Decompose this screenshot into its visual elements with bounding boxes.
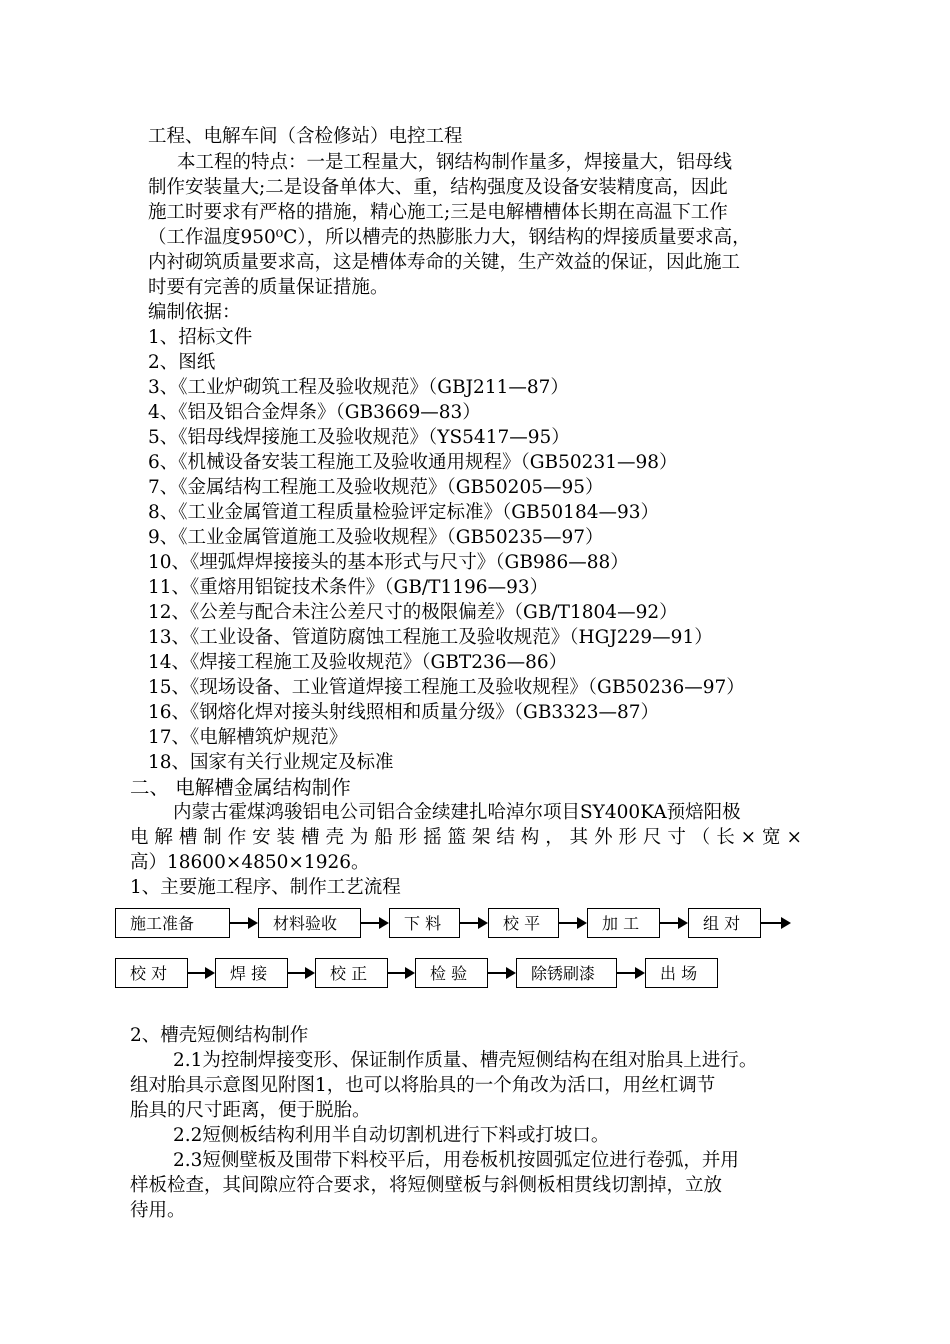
basis-item-9: 9、《工业金属管道施工及验收规程》（GB50235—97） <box>148 527 604 548</box>
para-2-3-line-2: 样板检查，其间隙应符合要求，将短侧壁板与斜侧板相贯线切割掉，立放 <box>130 1175 723 1196</box>
basis-item-4: 4、《铝及铝合金焊条》（GB3669—83） <box>148 402 481 423</box>
basis-item-17: 17、《电解槽筑炉规范》 <box>148 727 348 748</box>
flow-arrow-icon <box>288 967 315 979</box>
flow-step-1: 施工准备 <box>115 908 230 938</box>
text-line-6: 内衬砌筑质量要求高，这是槽体寿命的关键，生产效益的保证，因此施工 <box>148 252 741 273</box>
text-line-5: （工作温度950⁰C），所以槽壳的热膨胀力大，钢结构的焊接质量要求高， <box>148 227 751 248</box>
basis-item-1: 1、招标文件 <box>148 327 253 348</box>
flow-arrow-icon <box>488 967 516 979</box>
basis-item-11: 11、《重熔用铝锭技术条件》（GB/T1196—93） <box>148 577 549 598</box>
flow-step-2: 材料验收 <box>258 908 361 938</box>
flow-step-5: 加 工 <box>587 908 660 938</box>
basis-item-8: 8、《工业金属管道工程质量检验评定标准》（GB50184—93） <box>148 502 660 523</box>
basis-item-12: 12、《公差与配合未注公差尺寸的极限偏差》（GB/T1804—92） <box>148 602 678 623</box>
flow-step-12: 出 场 <box>645 958 718 988</box>
section-2-intro-3: 高）18600×4850×1926。 <box>130 852 370 873</box>
flow-step-11: 除锈刷漆 <box>516 958 617 988</box>
basis-item-18: 18、国家有关行业规定及标准 <box>148 752 394 773</box>
basis-item-5: 5、《铝母线焊接施工及验收规范》（YS5417—95） <box>148 427 570 448</box>
para-2-2: 2.2短侧板结构利用半自动切割机进行下料或打坡口。 <box>173 1125 610 1146</box>
flow-arrow-icon <box>388 967 415 979</box>
flow-arrow-icon <box>559 917 587 929</box>
basis-item-15: 15、《现场设备、工业管道焊接工程施工及验收规程》（GB50236—97） <box>148 677 745 698</box>
para-2-1-line-1: 2.1为控制焊接变形、保证制作质量、槽壳短侧结构在组对胎具上进行。 <box>173 1050 758 1071</box>
flow-arrow-icon <box>617 967 645 979</box>
basis-item-6: 6、《机械设备安装工程施工及验收通用规程》（GB50231—98） <box>148 452 678 473</box>
flow-heading: 1、主要施工程序、制作工艺流程 <box>130 877 401 898</box>
basis-item-2: 2、图纸 <box>148 352 216 373</box>
text-line-1: 工程、电解车间（含检修站）电控工程 <box>148 126 463 147</box>
para-2-1-line-3: 胎具的尺寸距离，便于脱胎。 <box>130 1100 371 1121</box>
basis-item-14: 14、《焊接工程施工及验收规范》（GBT236—86） <box>148 652 568 673</box>
basis-heading: 编制依据： <box>148 302 241 323</box>
section-2-intro-1: 内蒙古霍煤鸿骏铝电公司铝合金续建扎哈淖尔项目SY400KA预焙阳极 <box>173 802 741 823</box>
flow-arrow-icon <box>188 967 215 979</box>
flow-arrow-icon <box>660 917 688 929</box>
subsection-2-title: 2、槽壳短侧结构制作 <box>130 1025 309 1046</box>
para-2-3-line-1: 2.3短侧壁板及围带下料校平后，用卷板机按圆弧定位进行卷弧，并用 <box>173 1150 739 1171</box>
text-line-2: 本工程的特点：一是工程量大，钢结构制作量多，焊接量大，铝母线 <box>177 152 733 173</box>
flow-arrow-icon <box>230 917 258 929</box>
flow-step-6: 组 对 <box>688 908 761 938</box>
text-line-7: 时要有完善的质量保证措施。 <box>148 277 389 298</box>
text-line-4: 施工时要求有严格的措施，精心施工;三是电解槽槽体长期在高温下工作 <box>148 202 728 223</box>
section-2-intro-2: 电解槽制作安装槽壳为船形摇篮架结构，其外形尺寸（长×宽× <box>130 827 802 848</box>
para-2-1-line-2: 组对胎具示意图见附图1，也可以将胎具的一个角改为活口，用丝杠调节 <box>130 1075 716 1096</box>
basis-item-10: 10、《埋弧焊焊接接头的基本形式与尺寸》（GB986—88） <box>148 552 629 573</box>
flow-step-3: 下 料 <box>389 908 460 938</box>
flow-arrow-icon <box>361 917 389 929</box>
basis-item-16: 16、《钢熔化焊对接头射线照相和质量分级》（GB3323—87） <box>148 702 660 723</box>
text-line-3: 制作安装量大;二是设备单体大、重，结构强度及设备安装精度高，因此 <box>148 177 728 198</box>
section-2-title: 二、 电解槽金属结构制作 <box>130 776 351 799</box>
basis-item-7: 7、《金属结构工程施工及验收规范》（GB50205—95） <box>148 477 604 498</box>
flow-step-10: 检 验 <box>415 958 488 988</box>
flow-step-4: 校 平 <box>488 908 559 938</box>
basis-item-13: 13、《工业设备、管道防腐蚀工程施工及验收规范》（HGJ229—91） <box>148 627 713 648</box>
flow-step-7: 校 对 <box>115 958 188 988</box>
flow-step-8: 焊 接 <box>215 958 288 988</box>
basis-item-3: 3、《工业炉砌筑工程及验收规范》（GBJ211—87） <box>148 377 569 398</box>
flow-arrow-icon <box>761 917 791 929</box>
flow-arrow-icon <box>460 917 488 929</box>
para-2-3-line-3: 待用。 <box>130 1200 186 1221</box>
flow-step-9: 校 正 <box>315 958 388 988</box>
